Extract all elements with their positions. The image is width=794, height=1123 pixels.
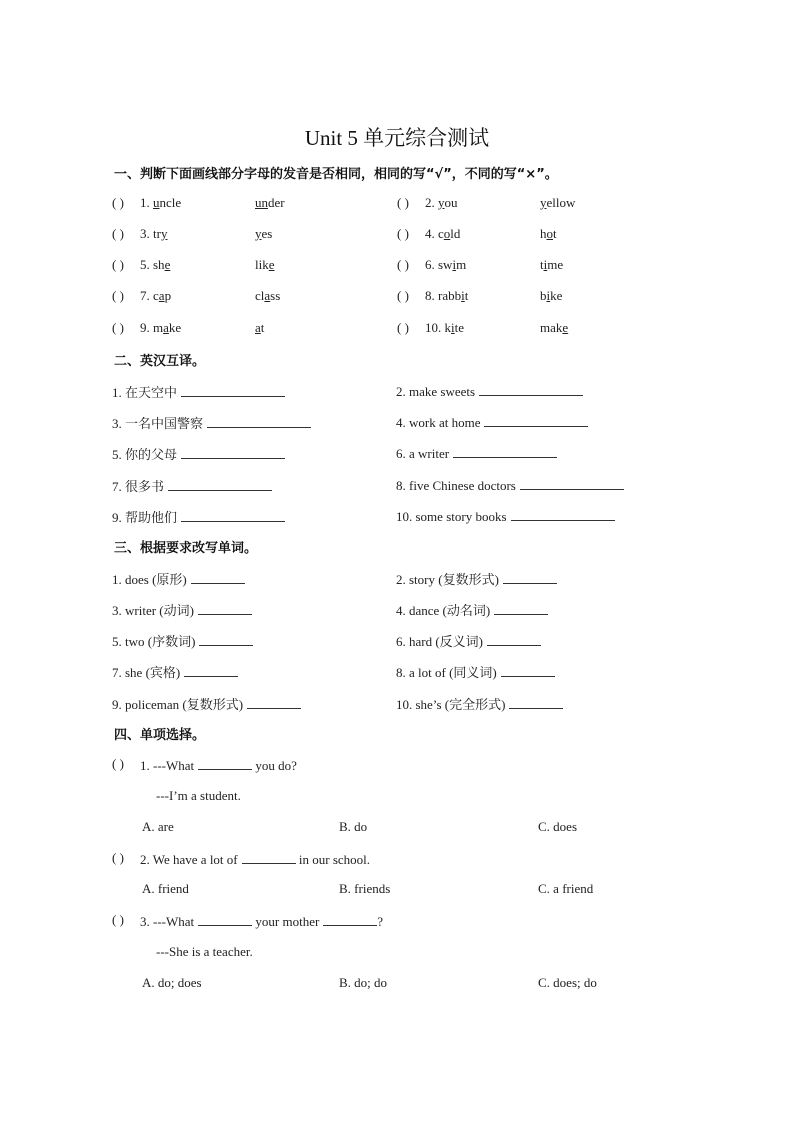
compare-word: yes <box>255 226 273 241</box>
question-text: 2. make sweets <box>396 384 476 399</box>
question-text: 1. ---What <box>140 758 195 773</box>
underlined-letters: a <box>163 320 169 335</box>
question-text: 3. ---What <box>140 914 195 929</box>
item-word: 10. kite <box>425 320 465 335</box>
answer-blank[interactable] <box>501 663 555 677</box>
question-item <box>396 631 541 650</box>
answer-bracket[interactable]: ( ) <box>112 912 124 927</box>
item-number: 7. <box>140 288 153 303</box>
question-item <box>112 662 238 681</box>
question-text: 7. she (宾格) <box>112 665 181 680</box>
answer-blank[interactable] <box>242 850 296 864</box>
underlined-letters: e <box>164 257 171 272</box>
question-text: 3. writer (动词) <box>112 603 194 618</box>
underlined-letters: a <box>264 288 271 303</box>
question-text: 7. 很多书 <box>112 479 165 494</box>
question-3-options <box>0 975 794 995</box>
answer-bracket[interactable]: ( ) <box>397 195 409 210</box>
underlined-letters: a <box>255 320 261 335</box>
question-item <box>396 444 557 462</box>
answer-blank[interactable] <box>181 508 285 522</box>
question-row <box>0 382 794 402</box>
option-c[interactable]: C. a friend <box>538 881 594 896</box>
answer-bracket[interactable]: ( ) <box>112 320 124 335</box>
answer-blank[interactable] <box>181 445 285 459</box>
question-item <box>112 600 252 619</box>
compare-word: at <box>255 320 265 335</box>
question-item <box>112 507 285 526</box>
question-3-reply-row <box>0 944 794 964</box>
question-text: 5. 你的父母 <box>112 447 178 462</box>
section-2-heading: 二、英汉互译。 <box>114 354 206 369</box>
question-row <box>0 662 794 682</box>
question-text: 4. work at home <box>396 415 481 430</box>
option-c[interactable]: C. does; do <box>538 975 597 990</box>
question-row <box>0 476 794 496</box>
question-reply: ---She is a teacher. <box>156 944 253 959</box>
answer-blank[interactable] <box>247 695 301 709</box>
compare-word: yellow <box>540 195 576 210</box>
question-2-options <box>0 881 794 901</box>
underlined-letters: e <box>268 257 275 272</box>
item-number: 6. <box>425 257 438 272</box>
answer-bracket[interactable]: ( ) <box>112 257 124 272</box>
section-1-heading: 一、判断下面画线部分字母的发音是否相同，相同的写“√”，不同的写“×”。 <box>114 167 558 182</box>
answer-bracket[interactable]: ( ) <box>397 226 409 241</box>
item-word: 8. rabbit <box>425 288 469 303</box>
underlined-letters: u <box>153 195 160 210</box>
question-reply: ---I’m a student. <box>156 788 241 803</box>
item-word: 7. cap <box>140 288 172 303</box>
option-c[interactable]: C. does <box>538 819 577 834</box>
compare-word: like <box>255 257 275 272</box>
underlined-letters: a <box>158 288 165 303</box>
question-2 <box>0 850 794 870</box>
compare-word: class <box>255 288 281 303</box>
question-text: 2. story (复数形式) <box>396 572 499 587</box>
question-item <box>112 694 301 713</box>
item-word: 4. cold <box>425 226 461 241</box>
answer-blank[interactable] <box>181 383 285 397</box>
question-row <box>0 569 794 589</box>
option-b[interactable]: B. do; do <box>339 975 388 990</box>
question-item <box>112 476 272 495</box>
underlined-letters: y <box>540 195 547 210</box>
answer-bracket[interactable]: ( ) <box>112 850 124 865</box>
question-text: 10. some story books <box>396 509 507 524</box>
item-number: 8. <box>425 288 438 303</box>
item-word: 3. try <box>140 226 168 241</box>
answer-bracket[interactable]: ( ) <box>112 288 124 303</box>
question-item <box>112 631 253 650</box>
question-text: 5. two (序数词) <box>112 634 196 649</box>
answer-bracket[interactable]: ( ) <box>397 320 409 335</box>
question-text: 1. 在天空中 <box>112 385 178 400</box>
underlined-letters: i <box>451 320 455 335</box>
item-number: 1. <box>140 195 153 210</box>
question-item <box>396 600 548 619</box>
question-item <box>396 476 624 494</box>
question-text: 1. does (原形) <box>112 572 187 587</box>
answer-blank[interactable] <box>479 382 583 396</box>
underlined-letters: i <box>452 257 457 272</box>
answer-blank[interactable] <box>494 601 548 615</box>
page-title: Unit 5 单元综合测试 <box>304 126 490 150</box>
underlined-letters: i <box>461 288 465 303</box>
question-text: 6. a writer <box>396 446 450 461</box>
question-item <box>396 507 615 525</box>
question-row <box>0 694 794 714</box>
question-item <box>396 413 588 431</box>
compare-word: time <box>540 257 564 272</box>
item-number: 2. <box>425 195 438 210</box>
question-item <box>396 694 563 713</box>
question-item <box>396 662 555 681</box>
answer-blank[interactable] <box>323 912 377 926</box>
question-text: your mother <box>255 914 320 929</box>
item-word: 6. swim <box>425 257 467 272</box>
question-text: in our school. <box>298 852 371 867</box>
item-number: 10. <box>425 320 445 335</box>
underlined-letters: e <box>562 320 569 335</box>
answer-bracket[interactable]: ( ) <box>112 195 124 210</box>
answer-blank[interactable] <box>198 601 252 615</box>
underlined-letters: y <box>255 226 262 241</box>
answer-blank[interactable] <box>198 912 252 926</box>
answer-blank[interactable] <box>503 570 557 584</box>
question-row <box>0 444 794 464</box>
answer-blank[interactable] <box>191 570 245 584</box>
answer-blank[interactable] <box>509 695 563 709</box>
answer-blank[interactable] <box>199 632 253 646</box>
phonics-row <box>0 320 794 340</box>
answer-blank[interactable] <box>168 477 272 491</box>
question-row <box>0 507 794 527</box>
answer-blank[interactable] <box>487 632 541 646</box>
question-text: 8. a lot of (同义词) <box>396 665 497 680</box>
question-text: 8. five Chinese doctors <box>396 478 516 493</box>
option-a[interactable]: A. friend <box>142 881 189 896</box>
phonics-row <box>0 226 794 246</box>
item-word: 9. make <box>140 320 182 335</box>
question-item <box>112 413 311 432</box>
question-text: 9. 帮助他们 <box>112 510 178 525</box>
answer-blank[interactable] <box>184 663 238 677</box>
option-b[interactable]: B. friends <box>339 881 391 896</box>
question-text: 9. policeman (复数形式) <box>112 697 244 712</box>
question-text: ? <box>377 914 384 929</box>
answer-blank[interactable] <box>511 507 615 521</box>
underlined-letters: un <box>255 195 268 210</box>
phonics-row <box>0 195 794 215</box>
underlined-letters: i <box>546 288 551 303</box>
answer-bracket[interactable]: ( ) <box>397 257 409 272</box>
answer-bracket[interactable]: ( ) <box>112 756 124 771</box>
question-3 <box>0 912 794 932</box>
question-text: 6. hard (反义词) <box>396 634 484 649</box>
question-1-reply-row <box>0 788 794 808</box>
answer-blank[interactable] <box>453 444 557 458</box>
answer-bracket[interactable]: ( ) <box>397 288 409 303</box>
item-number: 9. <box>140 320 153 335</box>
question-item <box>396 382 583 400</box>
question-row <box>0 631 794 651</box>
question-row <box>0 413 794 433</box>
option-a[interactable]: A. do; does <box>142 975 202 990</box>
question-row <box>0 600 794 620</box>
item-word: 2. you <box>425 195 458 210</box>
option-b[interactable]: B. do <box>339 819 368 834</box>
underlined-letters: o <box>443 226 451 241</box>
section-3-heading: 三、根据要求改写单词。 <box>114 541 258 556</box>
question-text: 2. We have a lot of <box>140 852 238 867</box>
item-number: 3. <box>140 226 153 241</box>
question-item <box>112 569 245 588</box>
section-4-heading: 四、单项选择。 <box>114 728 206 743</box>
item-word: 1. uncle <box>140 195 182 210</box>
item-number: 5. <box>140 257 153 272</box>
compare-word: make <box>540 320 569 335</box>
question-item <box>396 569 557 588</box>
answer-blank[interactable] <box>484 413 588 427</box>
question-text: you do? <box>255 758 297 773</box>
question-item <box>112 382 285 401</box>
compare-word: bike <box>540 288 563 303</box>
question-text: 4. dance (动名词) <box>396 603 491 618</box>
underlined-letters: y <box>160 226 168 241</box>
question-1-options <box>0 819 794 839</box>
item-word: 5. she <box>140 257 171 272</box>
phonics-row <box>0 257 794 277</box>
compare-word: under <box>255 195 285 210</box>
option-a[interactable]: A. are <box>142 819 174 834</box>
answer-blank[interactable] <box>520 476 624 490</box>
answer-blank[interactable] <box>207 414 311 428</box>
question-item <box>112 444 285 463</box>
phonics-row <box>0 288 794 308</box>
question-text: 10. she’s (完全形式) <box>396 697 506 712</box>
underlined-letters: i <box>543 257 548 272</box>
underlined-letters: y <box>438 195 445 210</box>
answer-bracket[interactable]: ( ) <box>112 226 124 241</box>
compare-word: hot <box>540 226 557 241</box>
question-1 <box>0 756 794 776</box>
item-number: 4. <box>425 226 438 241</box>
question-text: 3. 一名中国警察 <box>112 416 204 431</box>
underlined-letters: o <box>546 226 553 241</box>
answer-blank[interactable] <box>198 756 252 770</box>
